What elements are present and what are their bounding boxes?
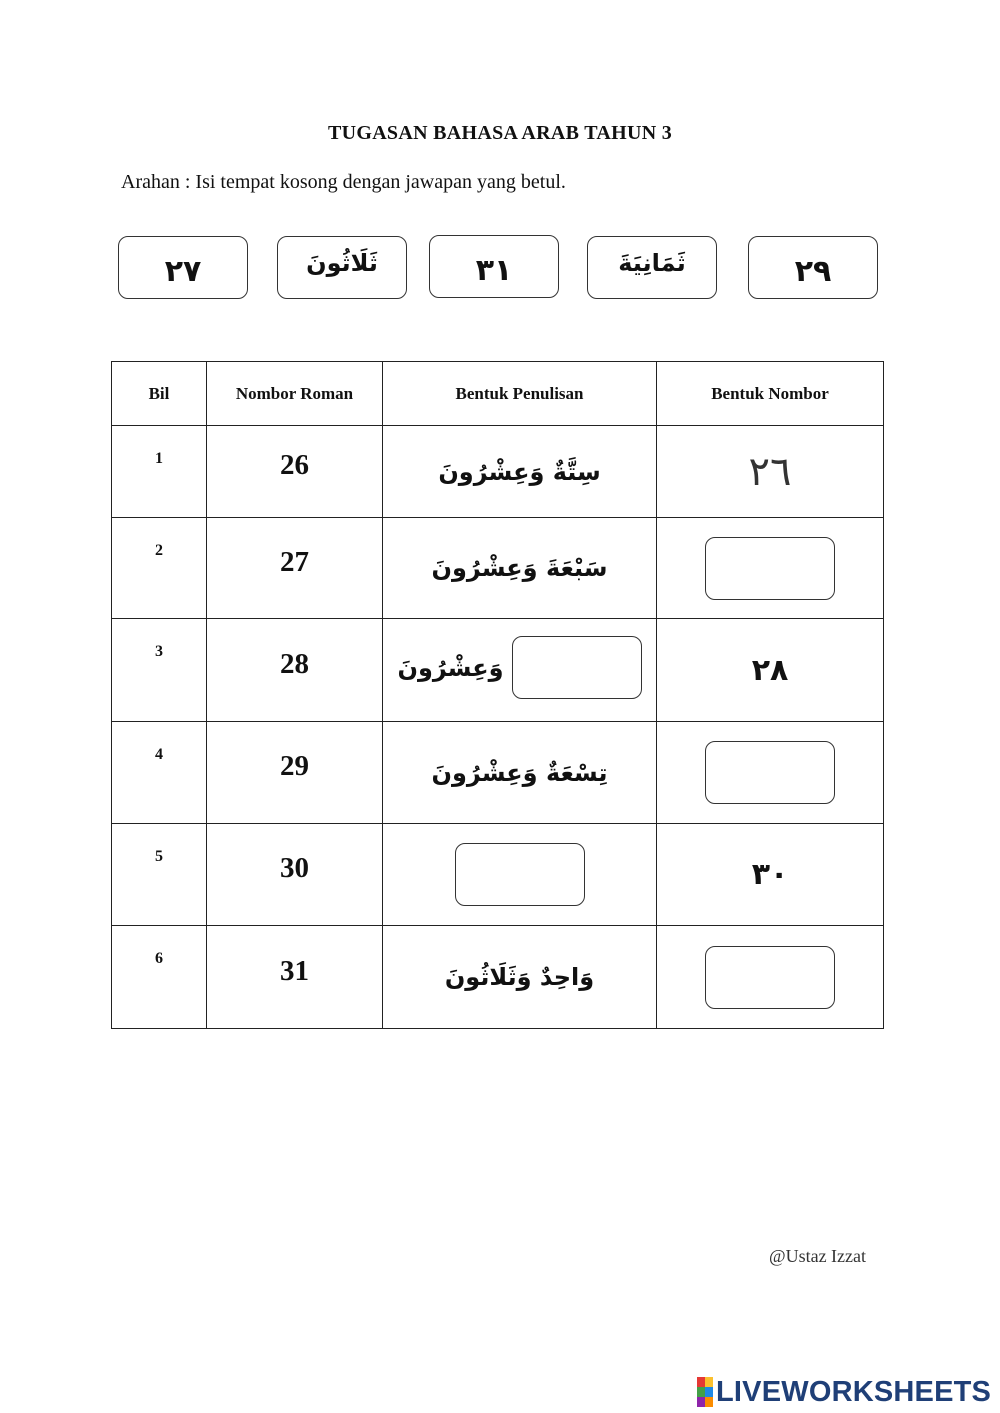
liveworksheets-logo-icon	[697, 1377, 713, 1407]
table-row	[112, 824, 884, 926]
roman-number: 30	[280, 852, 309, 884]
roman-cell	[207, 619, 383, 722]
mixed-writing	[397, 636, 641, 699]
roman-number: 29	[280, 750, 309, 782]
row-number: 3	[155, 643, 163, 660]
number-cell	[657, 619, 884, 722]
writing-cell	[383, 518, 657, 619]
answer-option-31[interactable]: ٣١	[429, 235, 559, 298]
arabic-writing: سِتَّةٌ وَعِشْرُونَ	[438, 457, 601, 486]
row-number: 5	[155, 848, 163, 865]
table-header-row	[112, 362, 884, 426]
author-signature: @Ustaz Izzat	[769, 1246, 867, 1266]
roman-number: 26	[280, 449, 309, 481]
table-row	[112, 619, 884, 722]
writing-cell	[383, 619, 657, 722]
writing-cell	[383, 722, 657, 824]
row-number: 1	[155, 450, 163, 467]
answer-blank-word-28[interactable]	[512, 636, 642, 699]
roman-cell	[207, 824, 383, 926]
roman-cell	[207, 518, 383, 619]
bil-cell	[112, 824, 207, 926]
table-row	[112, 426, 884, 518]
arabic-writing: وَاحِدٌ وَثَلَاثُونَ	[444, 963, 595, 991]
liveworksheets-watermark	[697, 1372, 991, 1412]
table-row	[112, 518, 884, 619]
arabic-writing-suffix: وَعِشْرُونَ	[397, 653, 504, 682]
row-number: 6	[155, 950, 163, 967]
number-cell	[657, 518, 884, 619]
number-cell	[657, 722, 884, 824]
row-number: 2	[155, 542, 163, 559]
roman-number: 28	[280, 647, 309, 680]
answer-option-27[interactable]: ٢٧	[118, 236, 248, 299]
answer-option-29[interactable]: ٢٩	[748, 236, 878, 299]
answer-blank-number-31[interactable]	[705, 946, 835, 1009]
arabic-digits: ٢٨	[751, 652, 789, 688]
answer-option-thalathun[interactable]: ثَلَاثُونَ	[277, 236, 407, 299]
answer-option-thamaniyata[interactable]: ثَمَانِيَةَ	[587, 236, 717, 299]
roman-cell	[207, 926, 383, 1029]
number-cell	[657, 824, 884, 926]
header-bentuk-penulisan: Bentuk Penulisan	[383, 362, 657, 426]
bil-cell	[112, 722, 207, 824]
header-bil: Bil	[112, 362, 207, 426]
page-title: TUGASAN BAHASA ARAB TAHUN 3	[327, 122, 673, 144]
watermark-text: LIVEWORKSHEETS	[716, 1375, 992, 1408]
answer-blank-number-29[interactable]	[705, 741, 835, 804]
table-row	[112, 926, 884, 1029]
arabic-digits: ٣٠	[751, 857, 789, 892]
writing-cell	[383, 926, 657, 1029]
header-bentuk-nombor: Bentuk Nombor	[657, 362, 884, 426]
instruction-text: Arahan : Isi tempat kosong dengan jawapan yang betul.	[121, 171, 566, 193]
table-row	[112, 722, 884, 824]
bil-cell	[112, 619, 207, 722]
arabic-writing: سَبْعَةَ وَعِشْرُونَ	[431, 554, 608, 582]
row-number: 4	[155, 746, 163, 763]
roman-number: 31	[280, 954, 309, 987]
number-cell	[657, 426, 884, 518]
number-cell	[657, 926, 884, 1029]
bil-cell	[112, 926, 207, 1029]
header-nombor-roman: Nombor Roman	[207, 362, 383, 426]
roman-cell	[207, 426, 383, 518]
roman-cell	[207, 722, 383, 824]
answer-blank-word-30[interactable]	[455, 843, 585, 906]
bil-cell	[112, 518, 207, 619]
answer-blank-number-27[interactable]	[705, 537, 835, 600]
number-table	[111, 361, 884, 1029]
bil-cell	[112, 426, 207, 518]
arabic-writing: تِسْعَةٌ وَعِشْرُونَ	[431, 758, 608, 787]
writing-cell	[383, 824, 657, 926]
arabic-digits: ٢٦	[748, 448, 792, 495]
writing-cell	[383, 426, 657, 518]
roman-number: 27	[280, 545, 309, 578]
